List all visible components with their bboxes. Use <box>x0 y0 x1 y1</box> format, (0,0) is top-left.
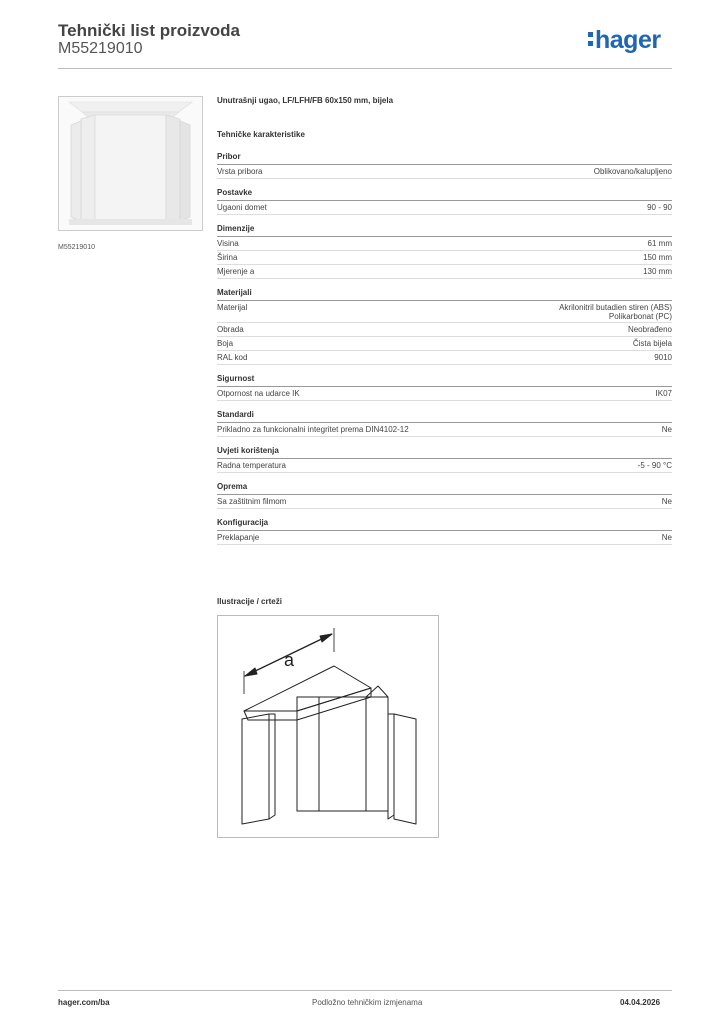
spec-label: RAL kod <box>217 353 248 362</box>
spec-value <box>643 253 672 263</box>
spec-value-line: Ne <box>661 533 672 542</box>
footer-website[interactable]: hager.com/ba <box>58 998 110 1007</box>
spec-value <box>559 303 672 321</box>
inner-corner-drawing-icon <box>218 616 438 837</box>
spec-label: Obrada <box>217 325 244 334</box>
spec-group-title: Dimenzije <box>217 224 672 237</box>
spec-label: Širina <box>217 253 238 262</box>
product-image <box>58 96 203 231</box>
hager-logo <box>588 26 661 55</box>
footer-divider <box>58 990 672 991</box>
inner-corner-photo-icon <box>59 97 202 230</box>
spec-value <box>662 533 672 543</box>
spec-value-line: Polikarbonat (PC) <box>608 312 672 321</box>
spec-value <box>594 167 672 177</box>
spec-group-title: Sigurnost <box>217 374 672 387</box>
spec-label: Materijal <box>217 303 248 312</box>
spec-group <box>217 446 672 473</box>
spec-group <box>217 152 672 179</box>
spec-value <box>648 239 672 249</box>
logo-colon-icon <box>588 32 593 46</box>
spec-row <box>217 423 672 437</box>
spec-row <box>217 165 672 179</box>
section-title: Tehničke karakteristike <box>217 130 305 139</box>
spec-value <box>654 353 672 363</box>
spec-label: Mjerenje a <box>217 267 255 276</box>
spec-row <box>217 301 672 323</box>
spec-group <box>217 288 672 365</box>
header-divider <box>58 68 672 69</box>
spec-label: Prikladno za funkcionalni integritet prema DIN4102-12 <box>217 425 409 434</box>
spec-group <box>217 410 672 437</box>
spec-value <box>656 389 672 399</box>
spec-label: Boja <box>217 339 234 348</box>
spec-value <box>662 425 672 435</box>
spec-value-line: 150 mm <box>643 253 672 262</box>
spec-group <box>217 188 672 215</box>
page-title: Tehnički list proizvoda <box>58 21 240 40</box>
spec-value <box>647 203 672 213</box>
footer-notice: Podložno tehničkim izmjenama <box>312 998 423 1007</box>
spec-value <box>643 267 672 277</box>
spec-group-title: Uvjeti korištenja <box>217 446 672 459</box>
product-description: Unutrašnji ugao, LF/LFH/FB 60x150 mm, bijela <box>217 96 394 105</box>
spec-label: Vrsta pribora <box>217 167 263 176</box>
spec-label: Sa zaštitnim filmom <box>217 497 287 506</box>
spec-group <box>217 518 672 545</box>
spec-row <box>217 201 672 215</box>
spec-value-line: 130 mm <box>643 267 672 276</box>
spec-row <box>217 531 672 545</box>
spec-row <box>217 387 672 401</box>
spec-value-line: Neobrađeno <box>627 325 672 334</box>
spec-value-line: 9010 <box>654 353 672 362</box>
spec-group-title: Konfiguracija <box>217 518 672 531</box>
spec-label: Ugaoni domet <box>217 203 267 212</box>
spec-row <box>217 351 672 365</box>
spec-value-line: Oblikovano/kalupljeno <box>593 167 672 176</box>
spec-value-line: 90 - 90 <box>647 203 672 212</box>
spec-label: Visina <box>217 239 239 248</box>
spec-group-title: Materijali <box>217 288 672 301</box>
spec-group-title: Postavke <box>217 188 672 201</box>
spec-row <box>217 495 672 509</box>
spec-value <box>628 325 672 335</box>
logo-text: hager <box>595 26 661 54</box>
spec-row <box>217 337 672 351</box>
spec-group <box>217 224 672 279</box>
product-image-caption: M55219010 <box>58 244 95 251</box>
spec-value <box>633 339 672 349</box>
spec-row <box>217 323 672 337</box>
footer-date: 04.04.2026 <box>620 998 661 1007</box>
spec-group <box>217 374 672 401</box>
illustration-drawing <box>217 615 439 838</box>
spec-group-title: Pribor <box>217 152 672 165</box>
spec-label: Radna temperatura <box>217 461 286 470</box>
spec-value <box>638 461 672 471</box>
spec-content <box>217 96 672 554</box>
spec-value-line: Čista bijela <box>632 339 672 348</box>
spec-row <box>217 265 672 279</box>
spec-groups <box>217 152 672 545</box>
spec-row <box>217 237 672 251</box>
spec-group-title: Oprema <box>217 482 672 495</box>
product-code-header: M55219010 <box>58 40 143 57</box>
spec-value-line: -5 - 90 °C <box>637 461 672 470</box>
spec-group-title: Standardi <box>217 410 672 423</box>
spec-row <box>217 459 672 473</box>
spec-value <box>662 497 672 507</box>
spec-group <box>217 482 672 509</box>
spec-value-line: IK07 <box>655 389 672 398</box>
spec-label: Preklapanje <box>217 533 260 542</box>
spec-row <box>217 251 672 265</box>
spec-value-line: 61 mm <box>647 239 672 248</box>
spec-value-line: Akrilonitril butadien stiren (ABS) <box>559 303 672 312</box>
spec-value-line: Ne <box>661 425 672 434</box>
dimension-a-label: a <box>284 650 295 670</box>
spec-label: Otpornost na udarce IK <box>217 389 300 398</box>
spec-value-line: Ne <box>661 497 672 506</box>
illustration-title: Ilustracije / crteži <box>217 597 282 606</box>
